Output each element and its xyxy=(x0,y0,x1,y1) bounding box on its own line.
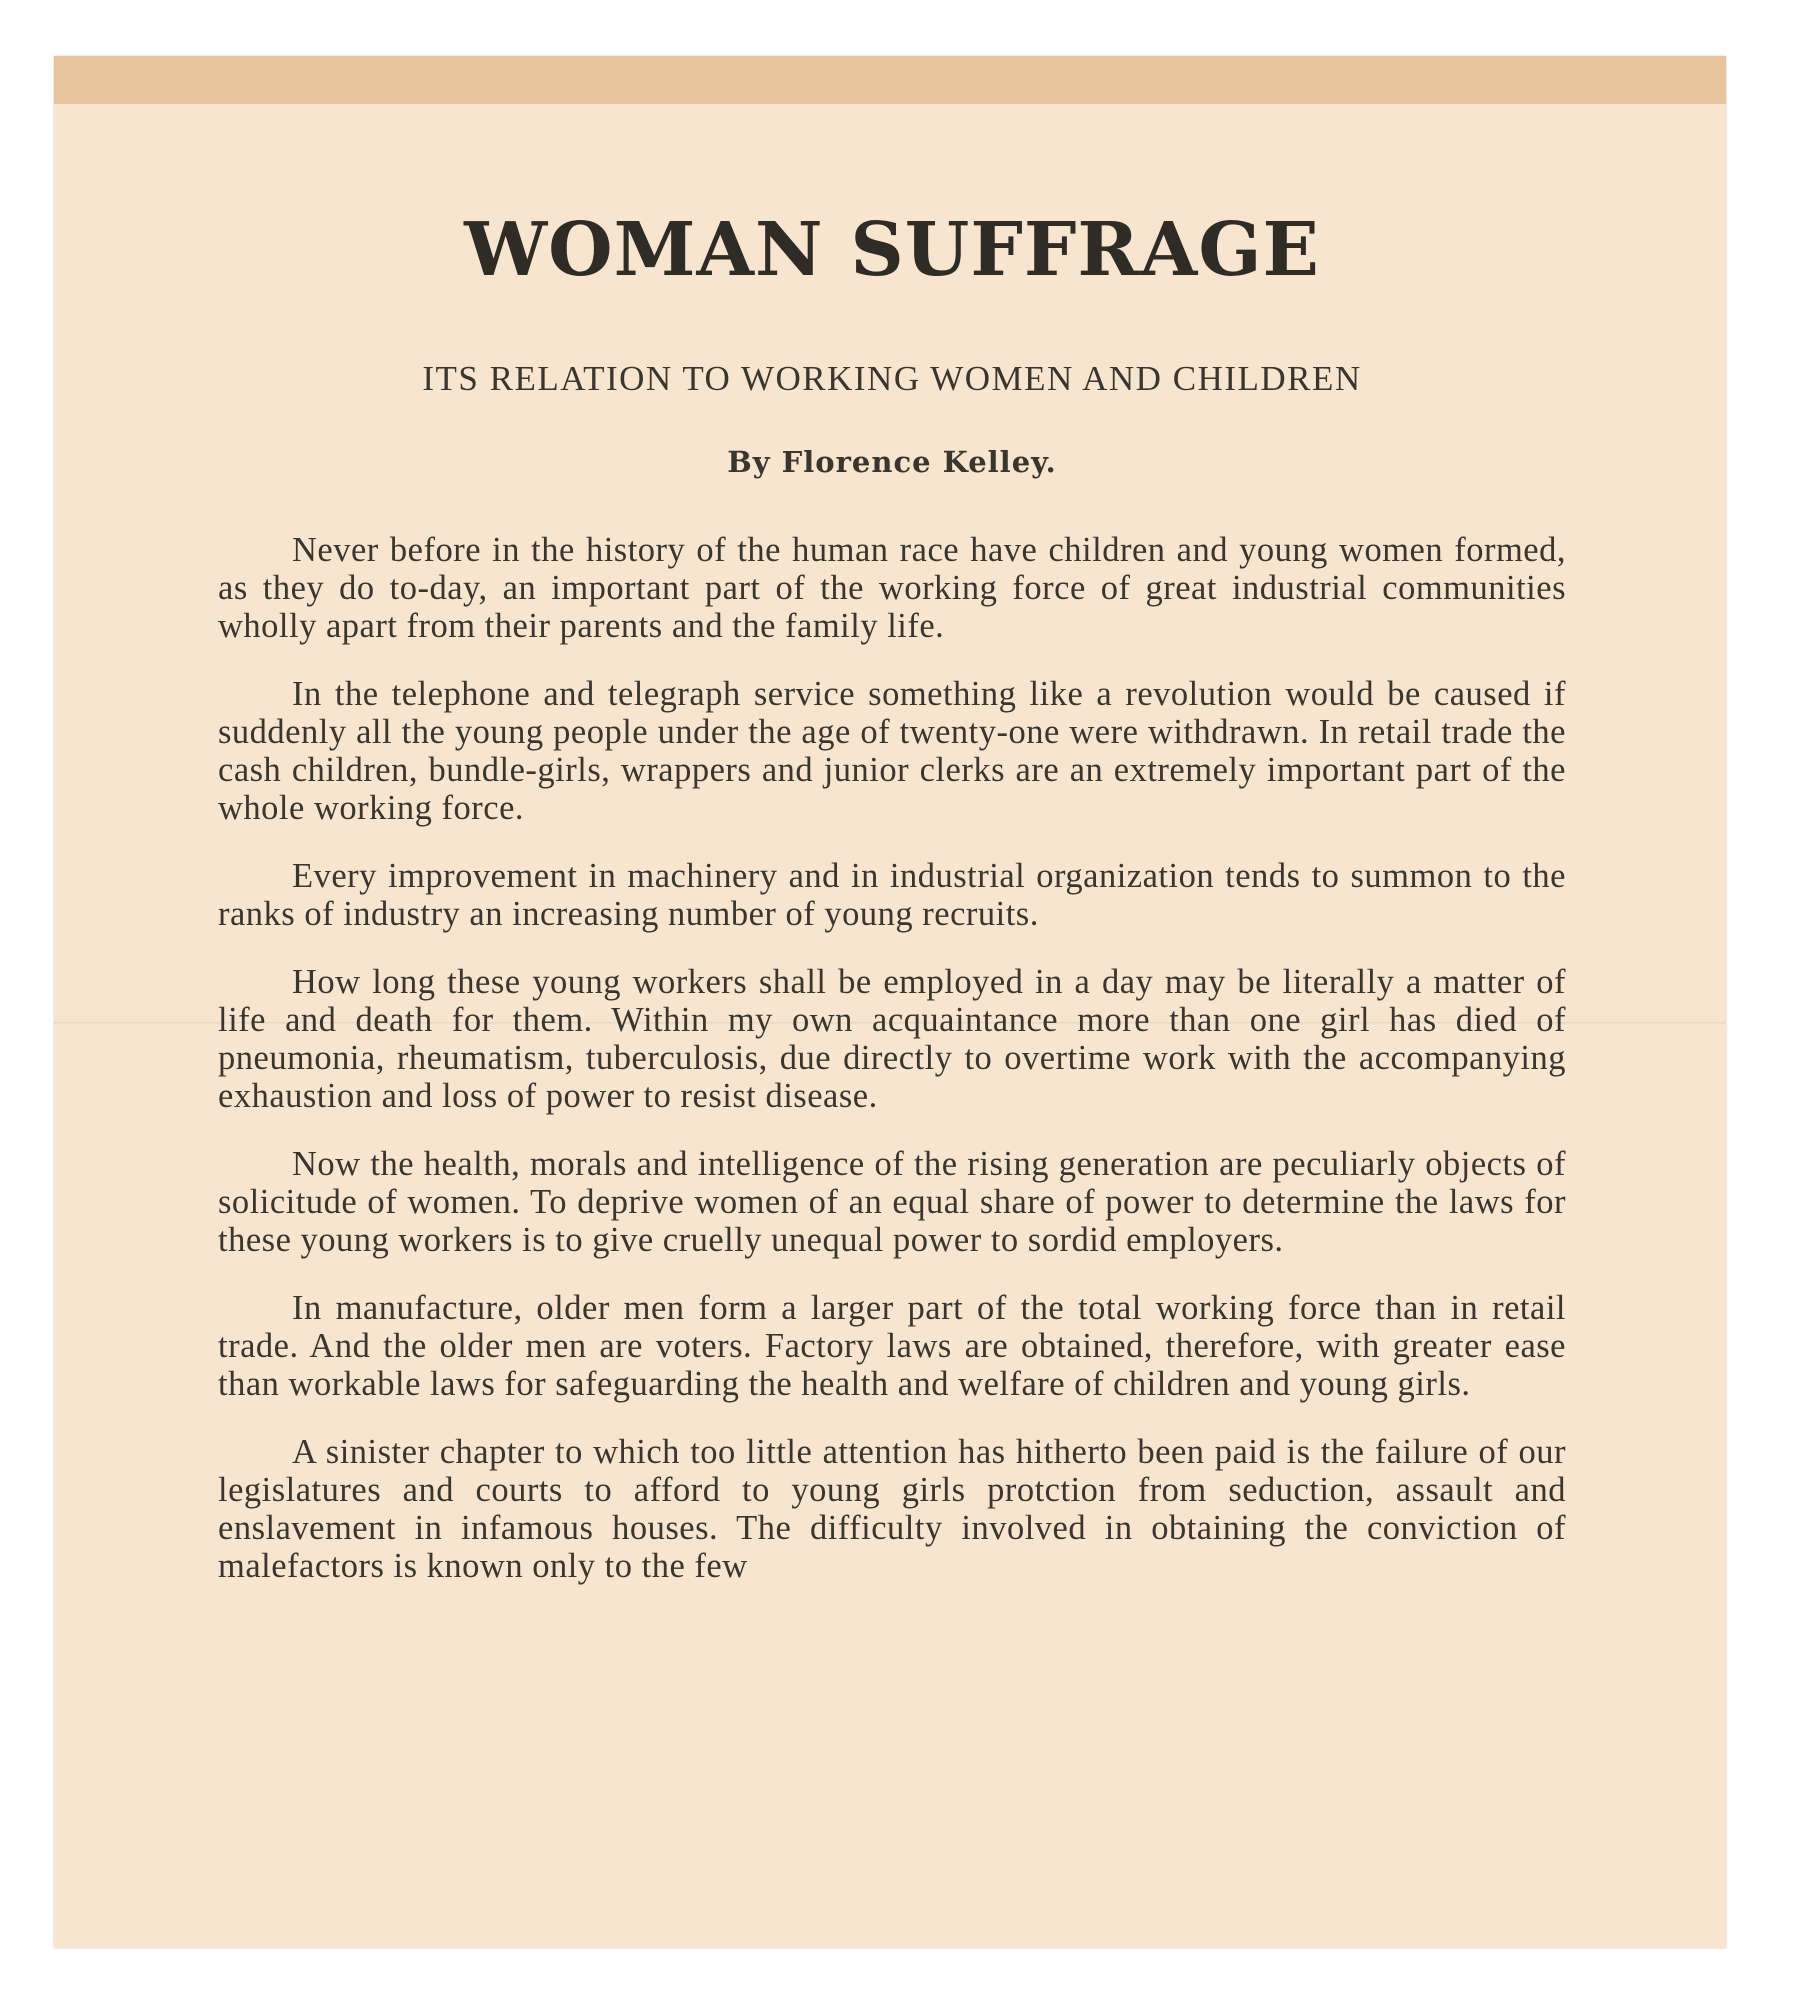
paragraph: How long these young workers shall be employed in a day may be literally a matter of life and death for them. Within my own acquaintance more than one girl has died of pneumonia, rheumatism, tuberculosis, due directly to overtime work with the accompanying exhaustion and loss of power to resist disease. xyxy=(218,962,1566,1115)
document-content xyxy=(218,206,1566,1615)
paragraph: Now the health, morals and intelligence of the rising generation are peculiarly objects of solicitude of women. To deprive women of an equal share of power to determine the laws for these young workers is to give cruelly unequal power to sordid employers. xyxy=(218,1144,1566,1259)
paragraph: Every improvement in machinery and in industrial organization tends to summon to the ranks of industry an increasing number of young recruits. xyxy=(218,856,1566,933)
document-page xyxy=(54,56,1726,1948)
body-text xyxy=(218,531,1566,1585)
paragraph: In the telephone and telegraph service something like a revolution would be caused if suddenly all the young people under the age of twenty-one were withdrawn. In retail trade the cash children, bundle-girls, wrappers and junior clerks are an extremely important part of the whole working force. xyxy=(218,674,1566,827)
document-title: WOMAN SUFFRAGE xyxy=(464,207,1320,293)
author-byline: By Florence Kelley. xyxy=(727,444,1057,479)
document-subtitle: ITS RELATION TO WORKING WOMEN AND CHILDREN xyxy=(422,358,1362,398)
paper-top-edge xyxy=(54,56,1726,104)
paragraph: In manufacture, older men form a larger part of the total working force than in retail trade. And the older men are voters. Factory laws are obtained, therefore, with greater ease than workable laws for safeguarding the health and welfare of children and young girls. xyxy=(218,1288,1566,1403)
paragraph: Never before in the history of the human race have children and young women formed, as they do to-day, an important part of the working force of great industrial communities wholly apart from their parents and the family life. xyxy=(218,530,1566,645)
paragraph: A sinister chapter to which too little attention has hitherto been paid is the failure of our legislatures and courts to afford to young girls protction from seduction, assault and enslavement in infamous houses. The difficulty involved in obtaining the conviction of malefactors is known only to the few xyxy=(218,1432,1566,1585)
